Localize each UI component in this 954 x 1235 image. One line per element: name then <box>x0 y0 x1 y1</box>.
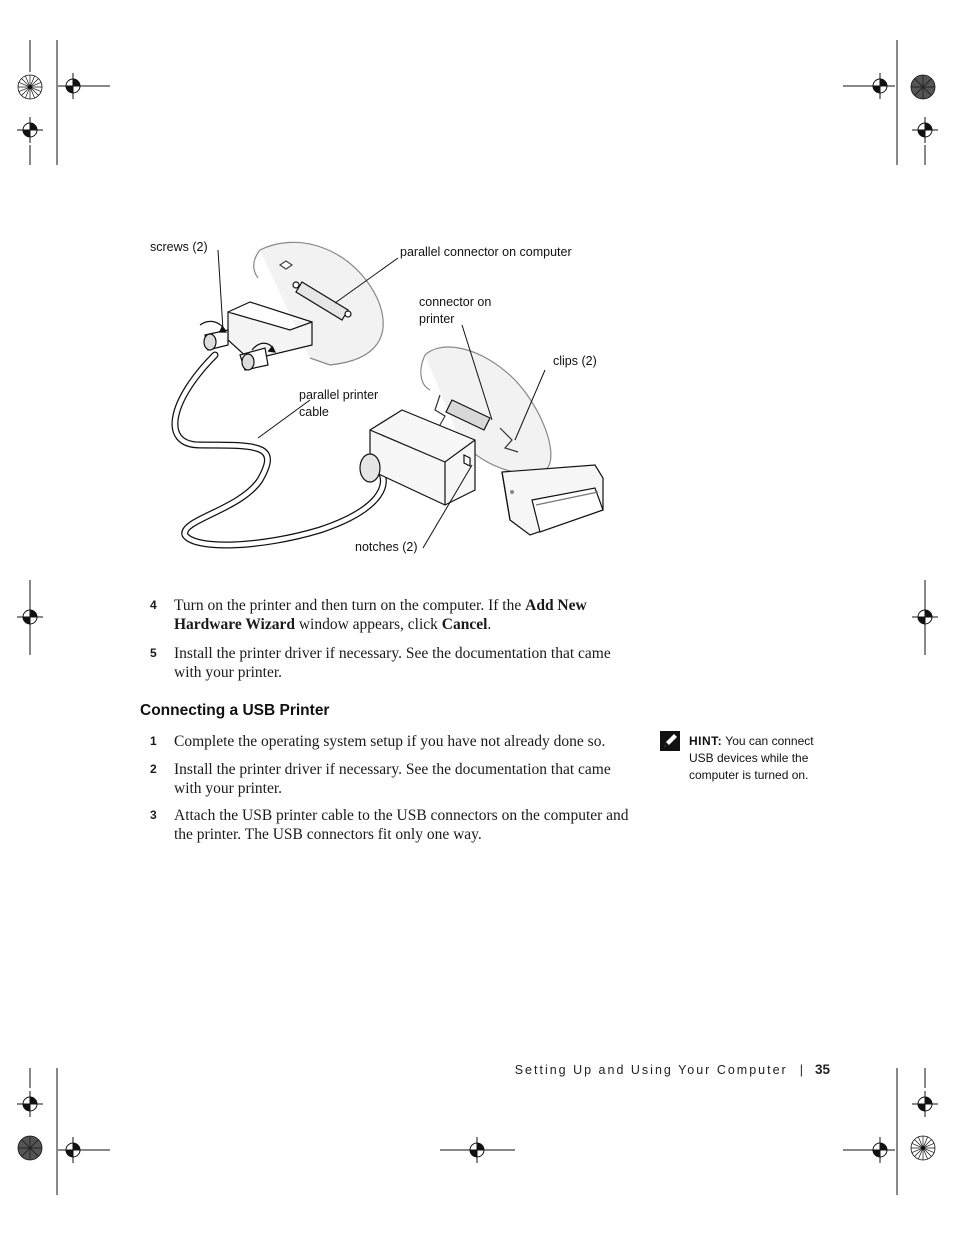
step-item <box>150 596 630 634</box>
step-text-part: . <box>487 616 492 633</box>
ui-term: Cancel <box>441 616 488 633</box>
footer-title: Setting Up and Using Your Computer <box>514 1063 788 1077</box>
label-parallel-connector-computer: parallel connector on computer <box>400 245 572 259</box>
step-item <box>150 644 630 682</box>
label-screws: screws (2) <box>150 240 208 254</box>
step-text-part: Turn on the printer and then turn on the computer. If the <box>174 597 526 614</box>
section-heading: Connecting a USB Printer <box>140 702 330 719</box>
step-item <box>150 760 630 798</box>
label-clips: clips (2) <box>553 354 597 368</box>
step-number: 2 <box>150 762 157 776</box>
step-text <box>174 596 630 634</box>
step-text: Install the printer driver if necessary. See the documentation that came with your printer. <box>174 645 611 681</box>
ui-term: Add New Hardware Wizard <box>174 597 587 633</box>
step-item <box>150 806 630 844</box>
step-text: Install the printer driver if necessary. See the documentation that came with your printer. <box>174 761 611 797</box>
step-text: Attach the USB printer cable to the USB connectors on the computer and the printer. The USB connectors fit only one way. <box>174 807 629 843</box>
hint-note <box>689 733 839 784</box>
label-connector-printer-line1: connector on <box>419 295 492 309</box>
step-item <box>150 732 630 751</box>
footer-separator: | <box>799 1063 803 1077</box>
parallel-printer-figure <box>140 230 640 560</box>
hint-label: HINT: <box>689 734 723 748</box>
step-number: 5 <box>150 646 157 660</box>
label-notches: notches (2) <box>355 540 418 554</box>
step-number: 4 <box>150 598 157 612</box>
step-number: 1 <box>150 734 157 748</box>
pencil-note-icon <box>660 731 680 751</box>
page-footer <box>515 1062 830 1077</box>
step-text-part: window appears, click <box>294 616 442 633</box>
label-cable-line2: cable <box>299 405 329 419</box>
label-cable-line1: parallel printer <box>299 388 379 402</box>
label-connector-printer-line2: printer <box>419 312 455 326</box>
step-text: Complete the operating system setup if you have not already done so. <box>174 733 606 750</box>
hint-text: You can connect USB devices while the computer is turned on. <box>689 734 814 782</box>
page-number: 35 <box>814 1062 830 1077</box>
step-number: 3 <box>150 808 157 822</box>
